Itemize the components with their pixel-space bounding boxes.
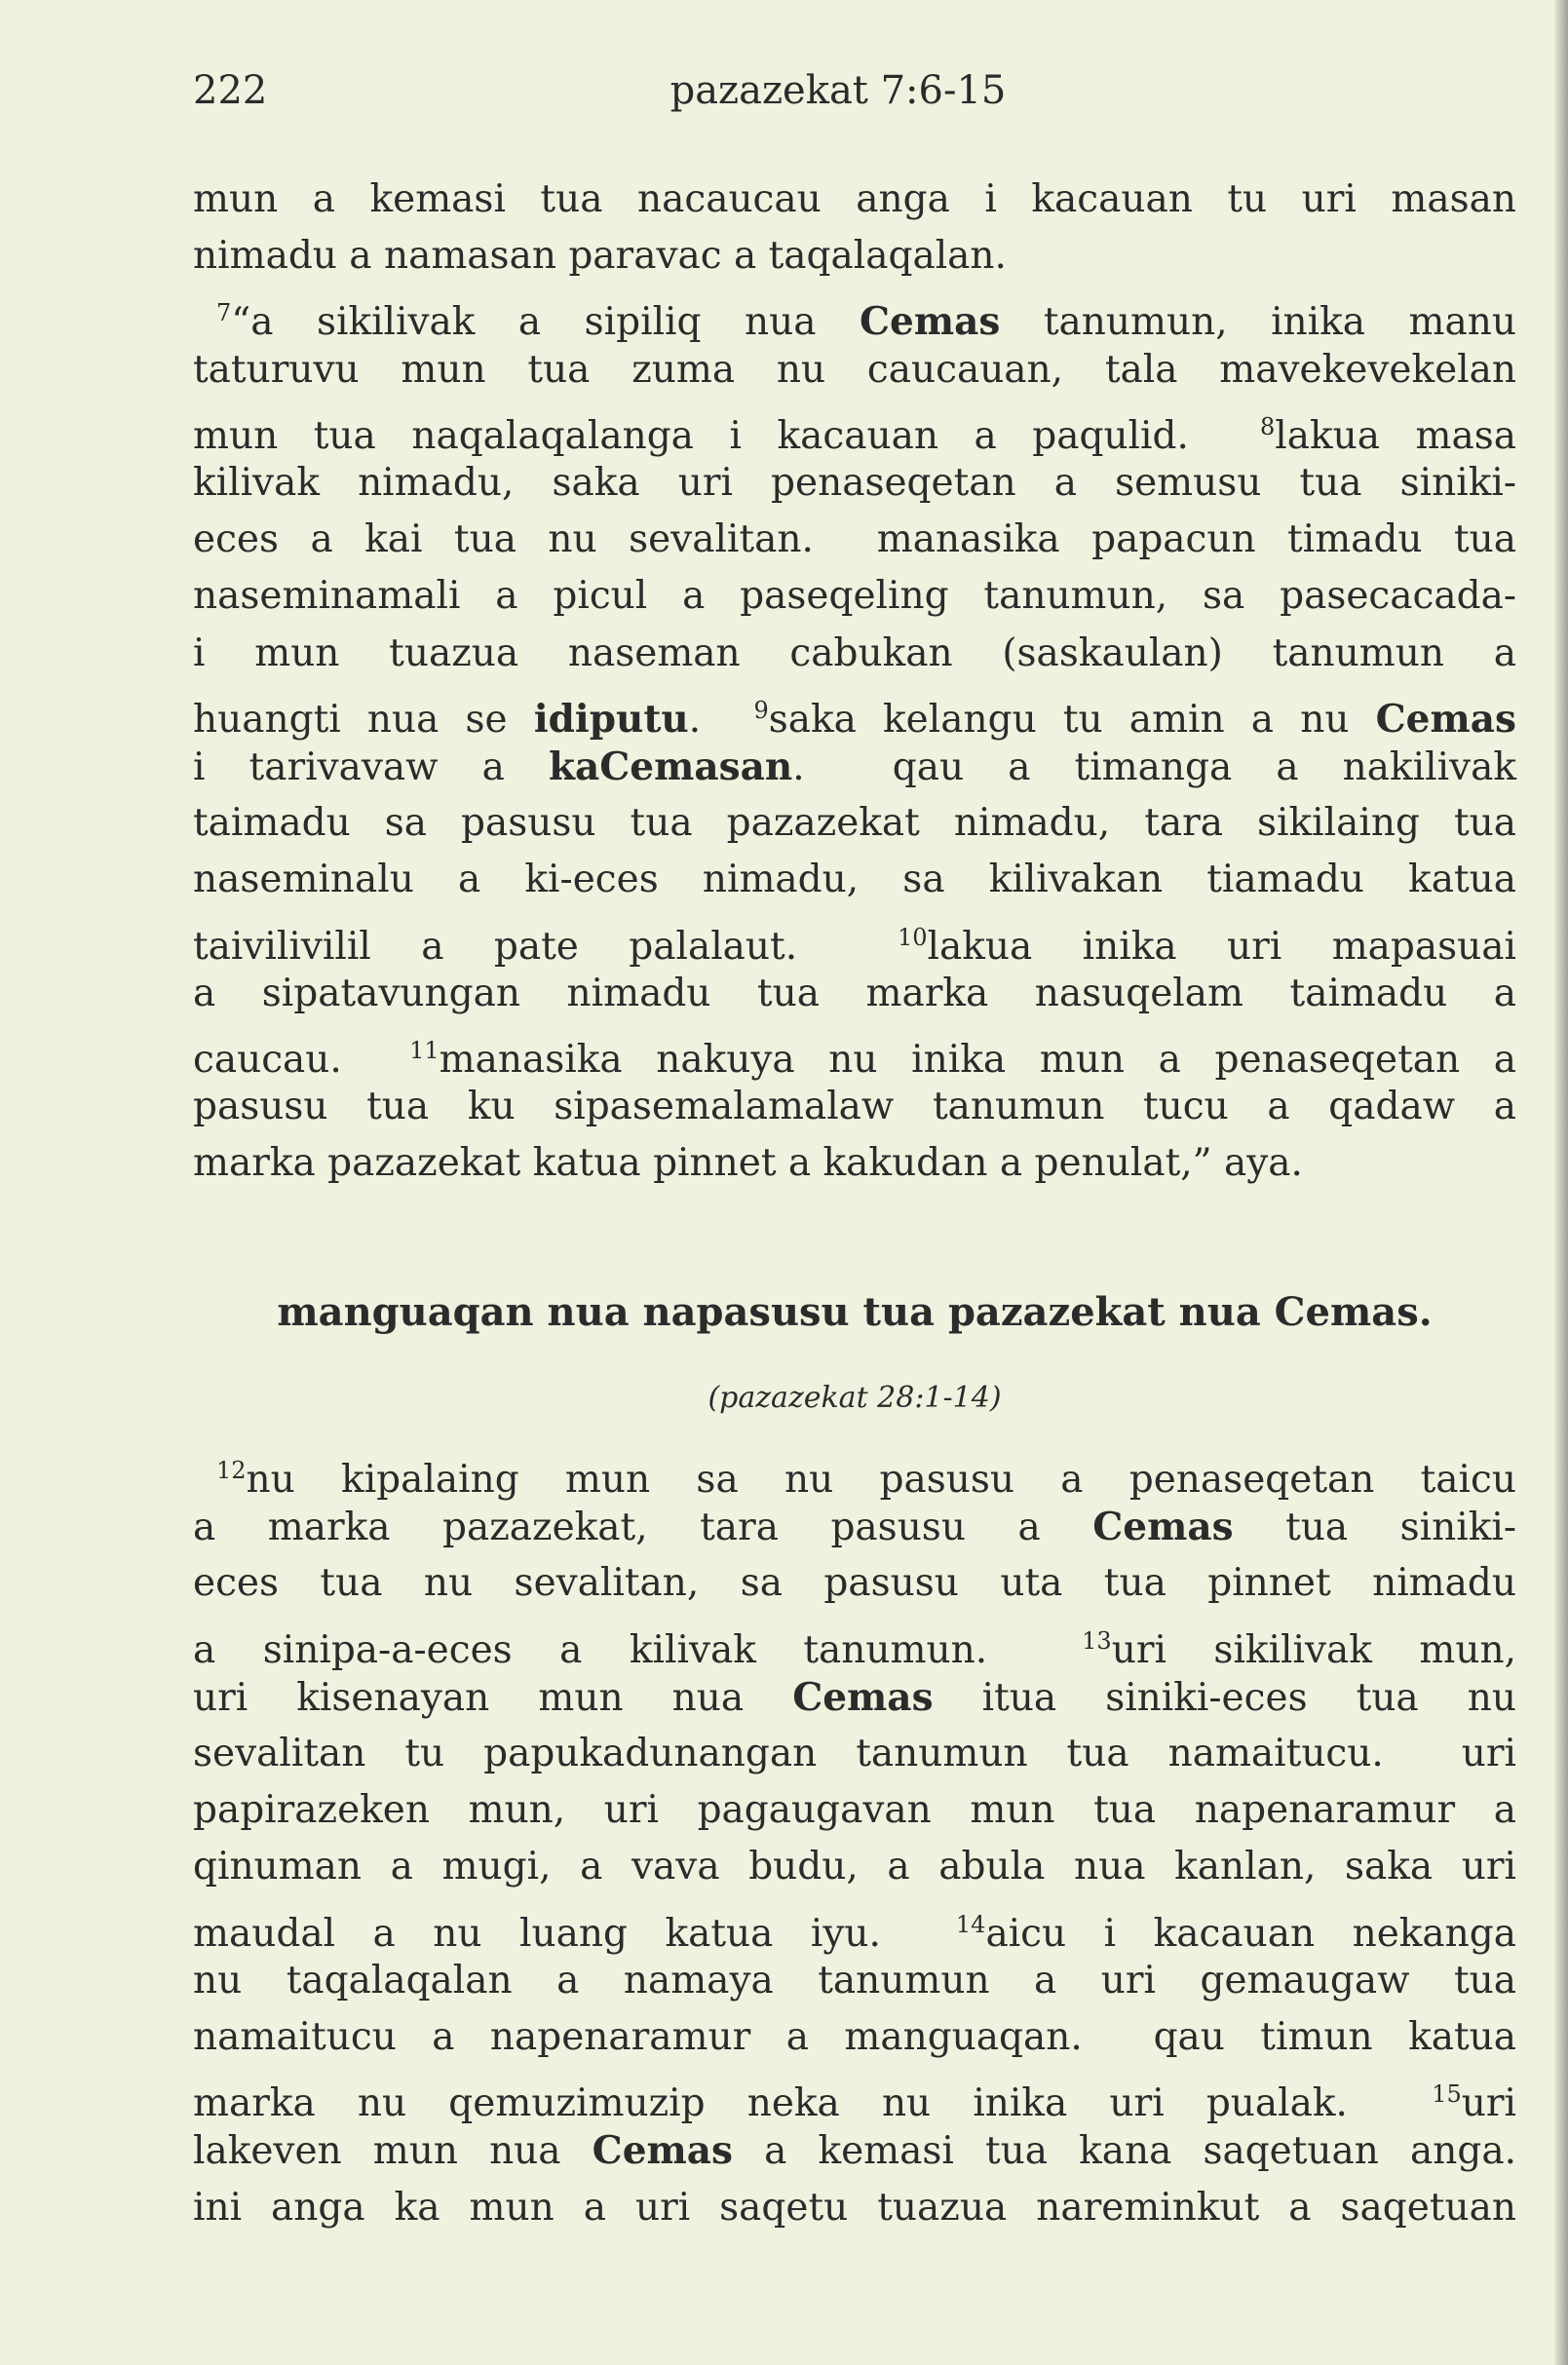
text-run: maudal a nu luang katua iyu. (193, 1911, 956, 1956)
text-line (193, 175, 1516, 224)
text-run: naseminalu a ki-eces nimadu, sa kilivakan tiamadu katua (193, 858, 1516, 902)
text-line (193, 1900, 1516, 1959)
text-run: namaitucu a napenaramur a manguaqan. qau timun katua (193, 2015, 1516, 2059)
text-line (193, 2126, 1516, 2176)
text-line (193, 2184, 1516, 2232)
text-line (193, 629, 1516, 678)
text-run: i tarivavaw a (193, 745, 549, 789)
text-run: mun a kemasi tua nacaucau anga i kacauan tu uri masan (193, 177, 1516, 221)
text-line (193, 1559, 1516, 1608)
text-run: kilivak nimadu, saka uri penaseqetan a semusu tua siniki- (193, 461, 1516, 505)
verse-number: 15 (1432, 2080, 1462, 2109)
verse-number: 7 (216, 299, 232, 327)
text-line (193, 2070, 1516, 2128)
verse-number: 9 (753, 696, 769, 724)
text-run: marka nu qemuzimuzip neka nu inika uri pualak. (193, 2081, 1433, 2126)
text-run: uri (1461, 2081, 1516, 2126)
text-line (193, 1843, 1516, 1891)
text-run: taivilivilil a pate palalaut. (193, 924, 898, 969)
text-line (193, 1617, 1516, 1675)
text-line (193, 799, 1516, 848)
text-line (193, 1139, 1516, 1188)
text-line (193, 402, 1516, 461)
bold-term: Cemas (1092, 1505, 1234, 1550)
verse-number: 8 (1259, 412, 1276, 440)
text-line (193, 970, 1516, 1018)
text-run: uri kisenayan mun nua (193, 1675, 793, 1720)
text-run: huangti nua se (193, 697, 534, 742)
text-run: naseminamali a picul a paseqeling tanumun, sa pasecacada- (193, 574, 1516, 619)
text-run: marka pazazekat katua pinnet a kakudan a penulat,” aya. (193, 1141, 1303, 1186)
text-run: a sipatavungan nimadu tua marka nasuqelam taimadu a (193, 971, 1516, 1015)
text-run: taimadu sa pasusu tua pazazekat nimadu, tara sikilaing tua (193, 801, 1516, 846)
text-line (193, 1503, 1516, 1552)
text-run: lakua masa (1275, 413, 1516, 458)
verse-number: 13 (1082, 1626, 1112, 1655)
text-run: . qau a timanga a nakilivak (792, 745, 1517, 789)
text-line (216, 1446, 1516, 1505)
verse-number: 12 (216, 1457, 247, 1484)
text-line (193, 1026, 1516, 1085)
verse-number: 11 (409, 1037, 440, 1064)
text-line (193, 346, 1516, 395)
page-number: 222 (193, 68, 268, 113)
text-run: i mun tuazua naseman cabukan (saskaulan) tanumun a (193, 630, 1516, 675)
text-run: manasika nakuya nu inika mun a penaseqetan a (439, 1038, 1516, 1082)
text-run: pasusu tua ku sipasemalamalaw tanumun tucu a qadaw a (193, 1085, 1516, 1129)
text-line (193, 1957, 1516, 2005)
text-line (193, 2013, 1516, 2062)
text-line (216, 288, 1516, 347)
text-run: . (688, 697, 754, 742)
text-run: a kemasi tua kana saqetuan anga. (733, 2129, 1516, 2174)
bold-term: Cemas (859, 299, 1001, 345)
text-line (193, 232, 1516, 281)
bold-term: Cemas (592, 2128, 734, 2174)
text-run: caucau. (193, 1038, 410, 1082)
verse-number: 10 (897, 923, 928, 951)
text-run: sevalitan tu papukadunangan tanumun tua namaitucu. uri (193, 1732, 1516, 1775)
text-run: nu kipalaing mun sa nu pasusu a penaseqetan taicu (246, 1458, 1516, 1502)
text-line (193, 1673, 1516, 1723)
text-run: “a sikilivak a sipiliq nua (231, 300, 860, 345)
text-run: nu taqalaqalan a namaya tanumun a uri gemaugaw tua (193, 1958, 1516, 2003)
text-line (193, 686, 1516, 744)
text-line (193, 572, 1516, 621)
text-run: lakua inika uri mapasuai (927, 924, 1516, 969)
text-run: eces a kai tua nu sevalitan. manasika papacun timadu tua (193, 517, 1516, 562)
text-run: uri sikilivak mun, (1111, 1627, 1516, 1672)
text-run: a sinipa-a-eces a kilivak tanumun. (193, 1627, 1083, 1672)
text-run: tua siniki- (1233, 1506, 1516, 1550)
bold-term: idiputu (533, 696, 689, 742)
text-run: lakeven mun nua (193, 2129, 593, 2174)
bold-term: Cemas (1375, 696, 1516, 742)
text-line (193, 743, 1516, 792)
text-line (193, 459, 1516, 508)
verse-number: 14 (955, 1910, 986, 1938)
text-run: eces tua nu sevalitan, sa pasusu uta tua pinnet nimadu (193, 1561, 1516, 1606)
text-run: taturuvu mun tua zuma nu caucauan, tala mavekevekelan (193, 347, 1516, 392)
text-run: aicu i kacauan nekanga (985, 1911, 1516, 1956)
text-run: saka kelangu tu amin a nu (768, 697, 1376, 742)
text-run: itua siniki-eces tua nu (933, 1675, 1516, 1720)
running-head: pazazekat 7:6-15 (669, 68, 1007, 113)
text-run: ini anga ka mun a uri saqetu tuazua nareminkut a saqetuan (193, 2185, 1516, 2230)
text-run: a marka pazazekat, tara pasusu a (193, 1506, 1093, 1550)
section-reference: (pazazekat 28:1-14) (708, 1381, 1002, 1415)
text-line (193, 913, 1516, 972)
page-edge-shadow (1554, 0, 1568, 2365)
text-line (193, 856, 1516, 904)
text-run: nimadu a namasan paravac a taqalaqalan. (193, 234, 1007, 279)
text-line (193, 1730, 1516, 1778)
text-run: tanumun, inika manu (1000, 300, 1516, 345)
text-run: mun tua naqalaqalanga i kacauan a paqulid. (193, 413, 1260, 458)
bold-term: kaCemasan (548, 744, 793, 789)
text-line (193, 1786, 1516, 1835)
section-heading: manguaqan nua napasusu tua pazazekat nua Cemas. (277, 1289, 1433, 1335)
text-run: qinuman a mugi, a vava budu, a abula nua kanlan, saka uri (193, 1845, 1516, 1889)
text-run: papirazeken mun, uri pagaugavan mun tua napenaramur a (193, 1788, 1516, 1833)
text-line (193, 515, 1516, 564)
bold-term: Cemas (792, 1674, 934, 1720)
text-line (193, 1083, 1516, 1131)
